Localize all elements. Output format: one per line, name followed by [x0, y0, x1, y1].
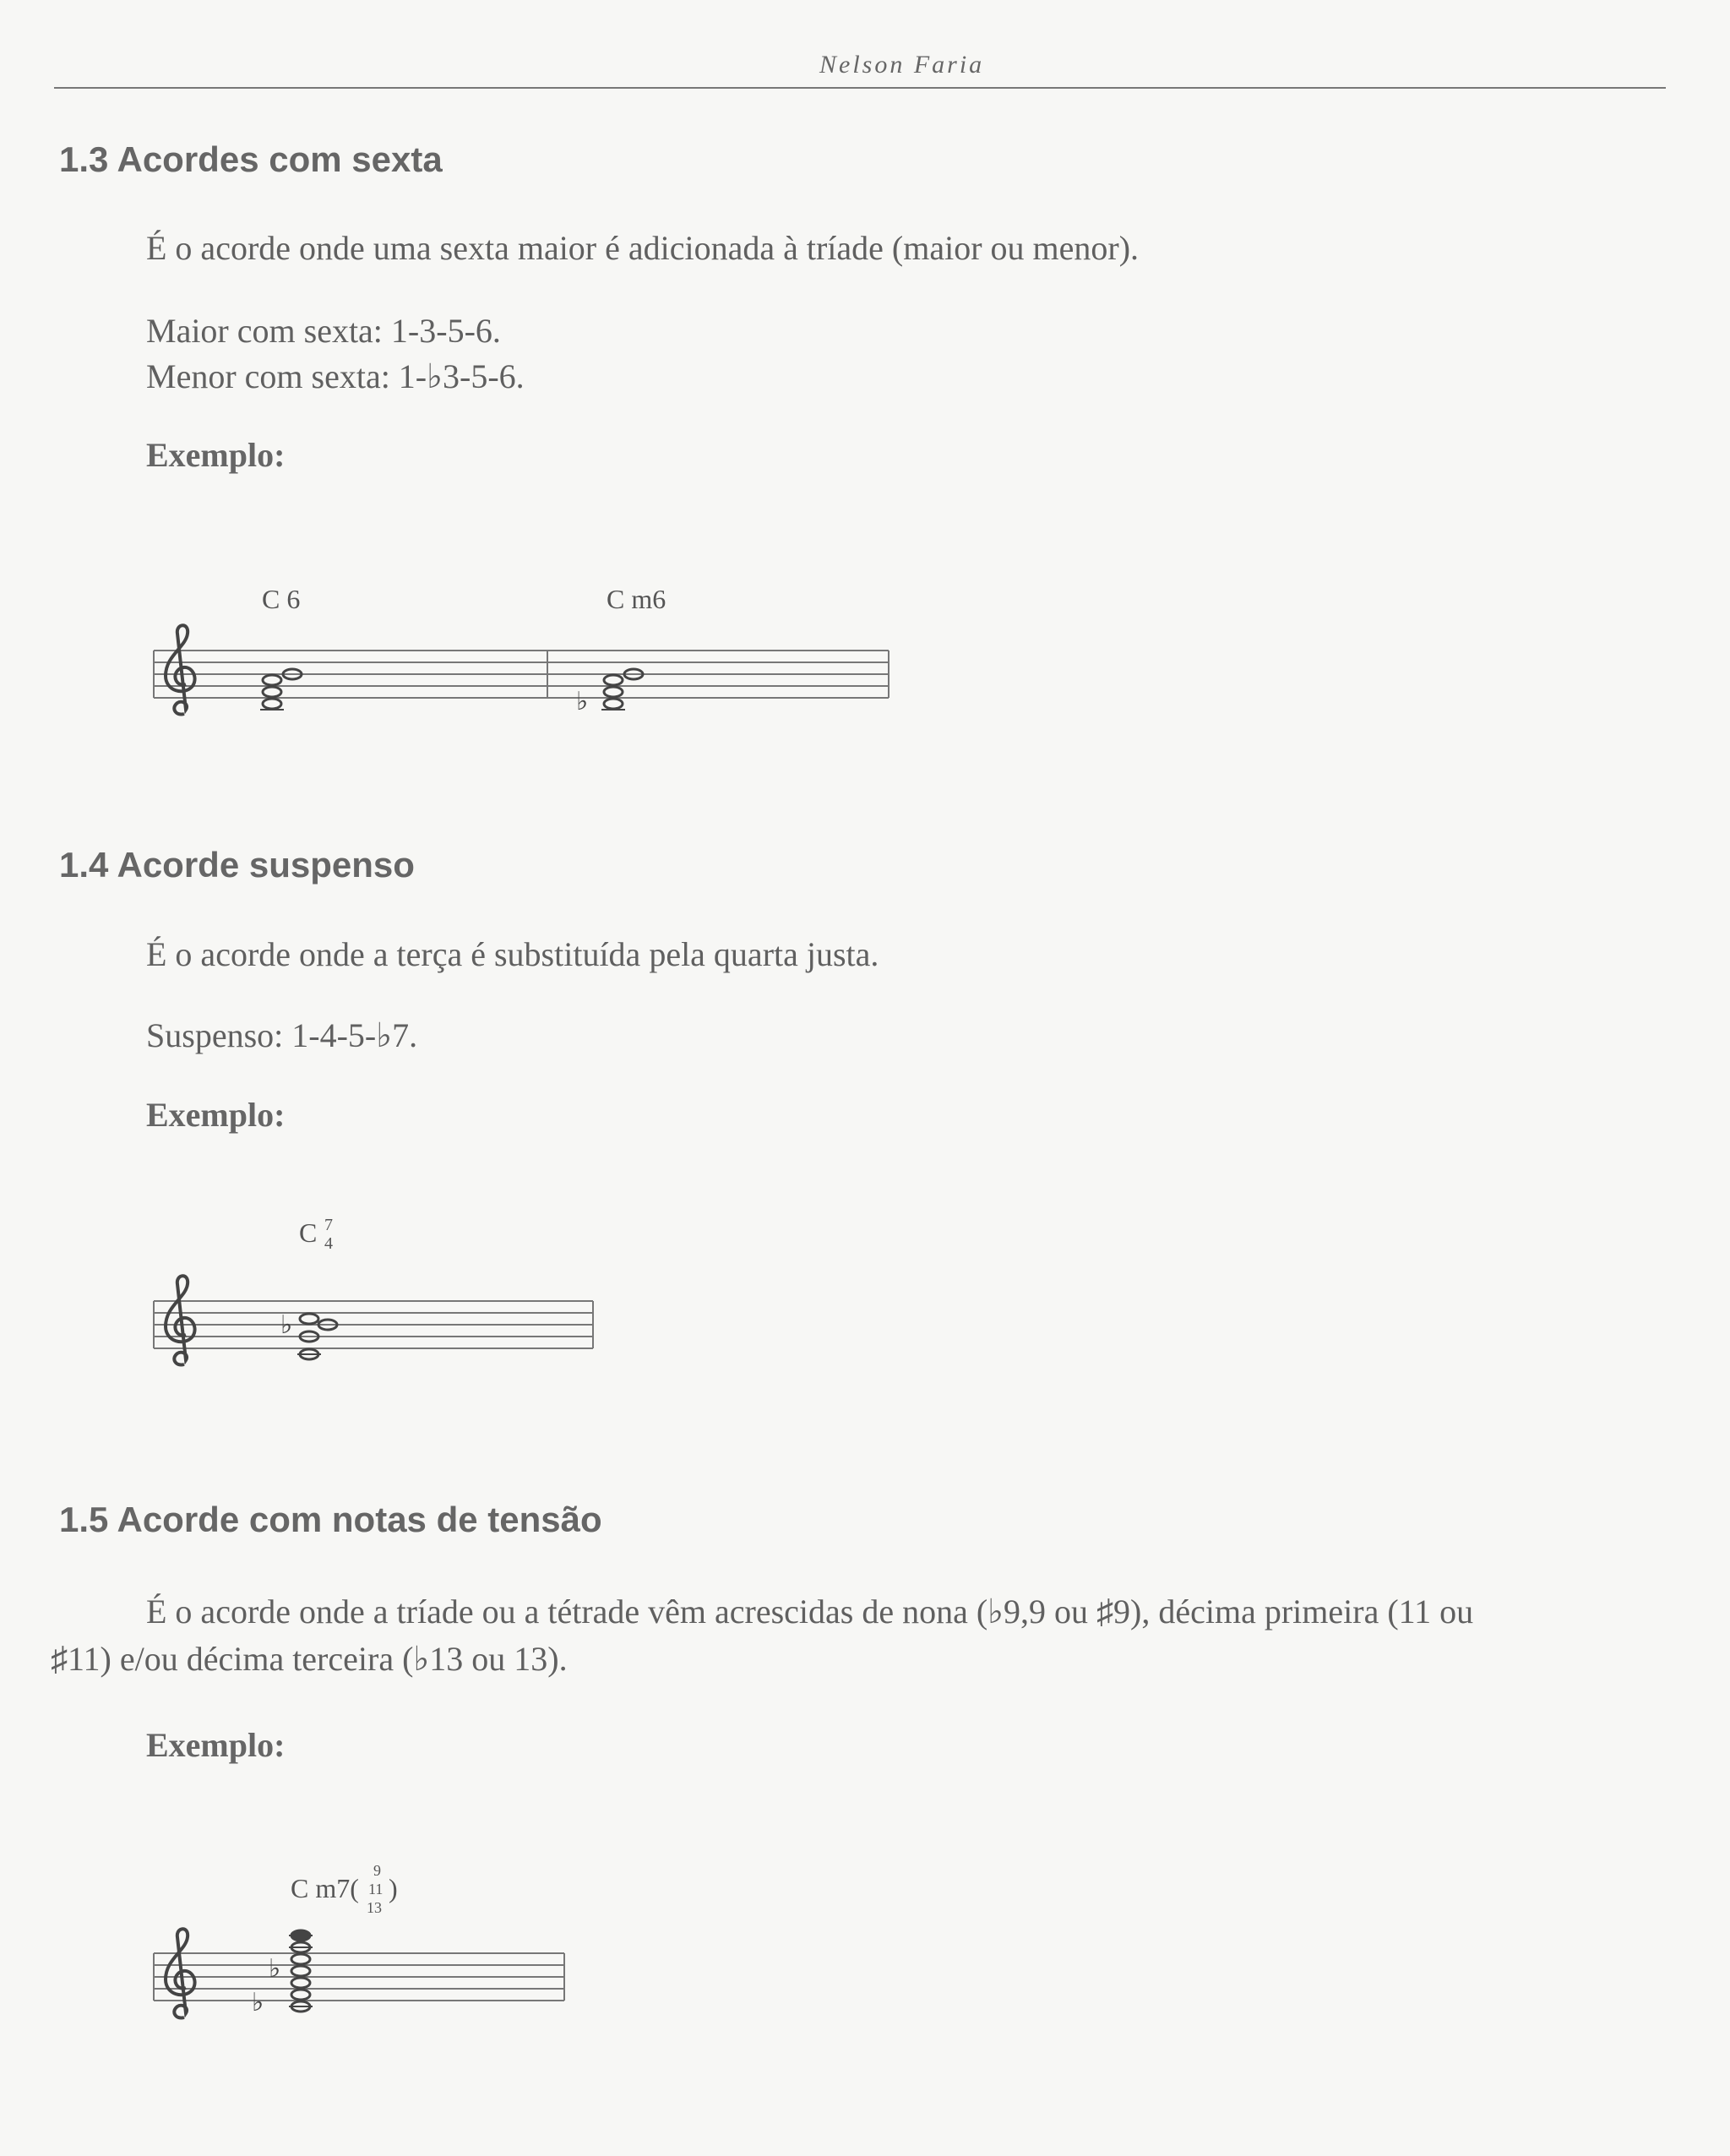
treble-clef-icon	[166, 1276, 195, 1364]
chord-tension-11: 11	[368, 1881, 384, 1897]
chord-notes-cm6	[576, 669, 643, 716]
music-staff-1-3	[144, 574, 904, 743]
chord-symbol-close: )	[389, 1873, 398, 1903]
flat-icon: ♭	[280, 1311, 293, 1339]
music-staff-1-5	[144, 1850, 583, 2053]
chord-notes-c7sus4	[280, 1311, 337, 1359]
staff-lines	[154, 1953, 564, 2001]
section-1-3-example-label: Exemplo:	[146, 436, 286, 474]
section-1-4-intro: É o acorde onde a terça é substituída pela quarta justa.	[146, 935, 879, 973]
chord-symbol-cm7-root: C m7(	[291, 1873, 359, 1903]
music-staff-1-4	[144, 1217, 617, 1386]
running-head: Nelson Faria	[819, 51, 985, 79]
chord-symbol-c-root: C	[299, 1217, 318, 1248]
treble-clef-icon	[166, 625, 195, 714]
chord-symbol-c6: C 6	[262, 584, 301, 614]
chord-symbol-upper: 7	[324, 1216, 333, 1234]
section-1-3-intro: É o acorde onde uma sexta maior é adicionada à tríade (maior ou menor).	[146, 229, 1140, 267]
flat-icon: ♭	[252, 1989, 264, 2017]
section-1-3-formula-major: Maior com sexta: 1-3-5-6.	[146, 312, 501, 350]
chord-notes-cm7-tensions	[252, 1930, 313, 2017]
section-1-4-formula: Suspenso: 1-4-5-♭7.	[146, 1016, 418, 1054]
flat-icon: ♭	[269, 1955, 281, 1983]
section-1-5-example-label: Exemplo:	[146, 1726, 286, 1764]
section-1-3-formula-minor: Menor com sexta: 1-♭3-5-6.	[146, 357, 525, 395]
chord-tension-13: 13	[367, 1899, 382, 1916]
chord-notes-c6	[260, 669, 302, 710]
section-1-5-intro-line-2: ♯11) e/ou décima terceira (♭13 ou 13).	[51, 1640, 568, 1678]
header-rule	[54, 87, 1666, 89]
section-1-5-intro-line-1: É o acorde onde a tríade ou a tétrade vêm acrescidas de nona (♭9,9 ou ♯9), décima primeira (11 ou	[146, 1592, 1474, 1631]
flat-icon: ♭	[576, 688, 589, 716]
chord-tension-9: 9	[373, 1862, 381, 1879]
staff-lines	[154, 1301, 593, 1348]
section-1-4-example-label: Exemplo:	[146, 1096, 286, 1134]
section-title-1-4: 1.4 Acorde suspenso	[59, 845, 415, 885]
chord-symbol-lower: 4	[324, 1234, 333, 1253]
section-title-1-5: 1.5 Acorde com notas de tensão	[59, 1500, 602, 1539]
treble-clef-icon	[166, 1929, 195, 2017]
section-title-1-3: 1.3 Acordes com sexta	[59, 139, 443, 179]
chord-symbol-cm6: C m6	[607, 584, 666, 614]
